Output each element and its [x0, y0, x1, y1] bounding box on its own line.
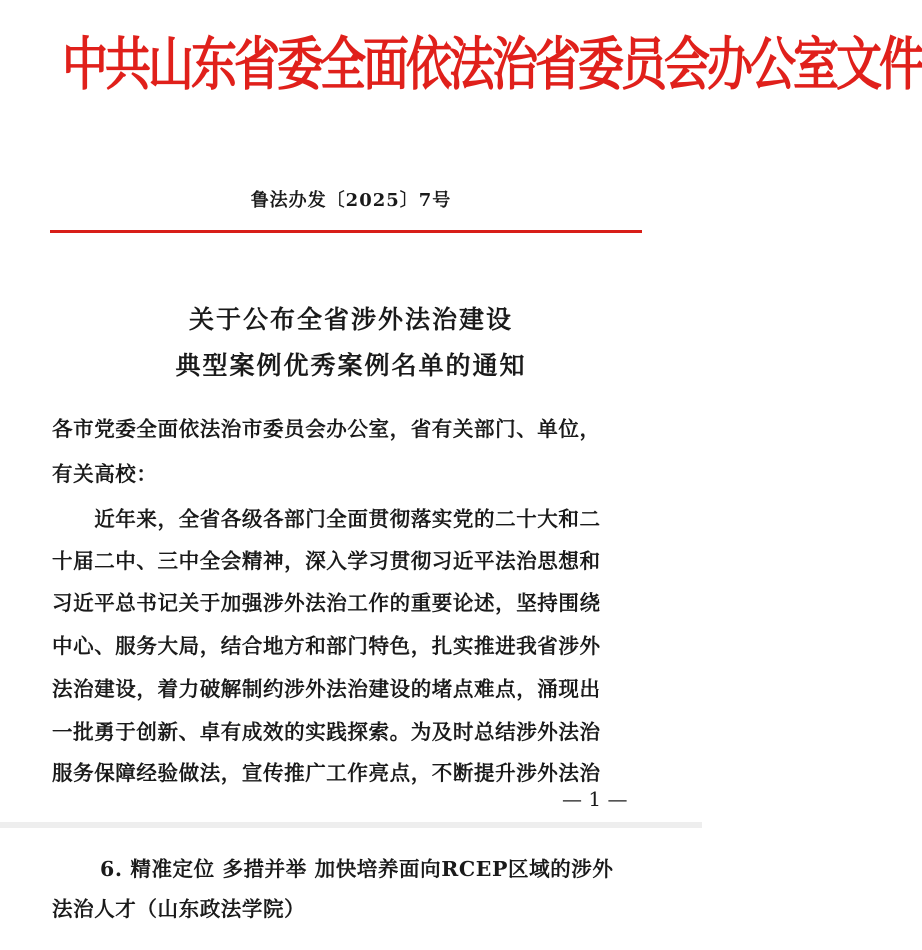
body-line: 服务保障经验做法，宣传推广工作亮点，不断提升涉外法治 — [52, 761, 601, 785]
body-line: 有关高校： — [52, 462, 158, 486]
body-line: 各市党委全面依法治市委员会办公室，省有关部门、单位， — [52, 417, 601, 441]
body-line: 中心、服务大局，结合地方和部门特色，扎实推进我省涉外 — [52, 634, 601, 658]
body-line: 十届二中、三中全会精神，深入学习贯彻习近平法治思想和 — [52, 549, 601, 573]
list-item-line: 法治人才（山东政法学院） — [52, 897, 306, 921]
document-number: 鲁法办发〔2025〕7号 — [250, 190, 452, 211]
notice-title-line-2: 典型案例优秀案例名单的通知 — [175, 351, 527, 380]
issuer-header-title: 中共山东省委全面依法治省委员会办公室文件 — [62, 30, 922, 98]
body-line: 近年来，全省各级各部门全面贯彻落实党的二十大和二 — [52, 507, 601, 531]
body-line: 习近平总书记关于加强涉外法治工作的重要论述，坚持围绕 — [52, 591, 601, 615]
body-line: 一批勇于创新、卓有成效的实践探索。为及时总结涉外法治 — [52, 720, 601, 744]
page-number: — 1 — — [562, 787, 628, 811]
list-item-line: 6. 精准定位 多措并举 加快培养面向RCEP区域的涉外 — [100, 857, 614, 881]
document-page-2 — [0, 828, 702, 950]
notice-title-line-1: 关于公布全省涉外法治建设 — [188, 305, 513, 334]
red-divider-line — [50, 230, 642, 233]
body-line: 法治建设，着力破解制约涉外法治建设的堵点难点，涌现出 — [52, 677, 601, 701]
